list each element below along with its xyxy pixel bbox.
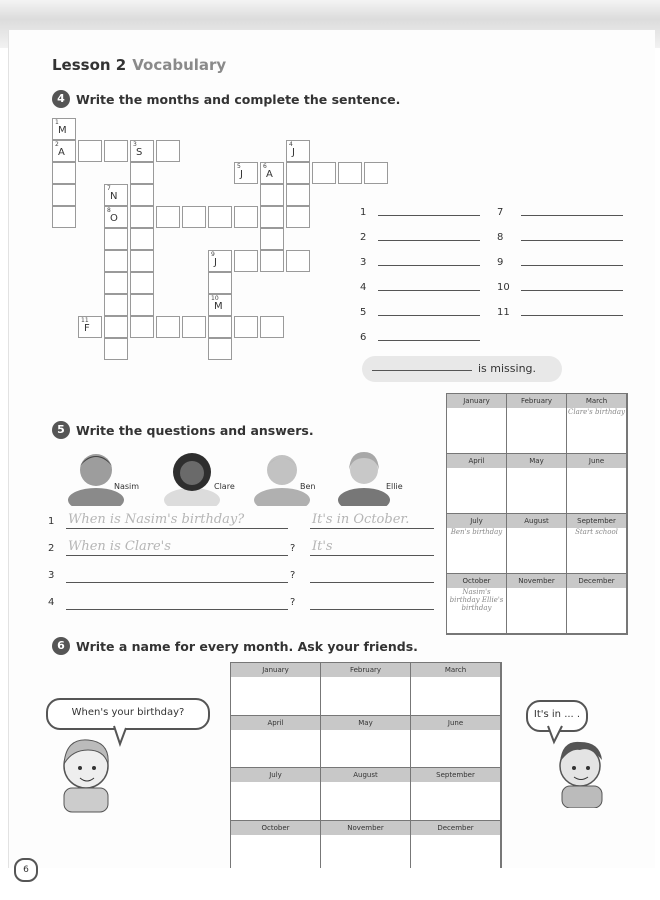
calendar-month-header: May <box>507 454 567 468</box>
exercise-6-instruction: Write a name for every month. Ask your friends. <box>76 638 418 654</box>
calendar-month-header: September <box>411 768 501 782</box>
crossword-clue-number: 4 <box>289 141 293 148</box>
calendar-month-header: March <box>567 394 627 408</box>
crossword-cell[interactable] <box>208 294 232 316</box>
crossword-cell[interactable] <box>234 162 258 184</box>
lesson-subtitle: Vocabulary <box>132 56 227 74</box>
crossword-letter: A <box>266 169 273 180</box>
crossword-cell[interactable] <box>52 184 76 206</box>
answer-trace-text: It's in October. <box>312 512 410 527</box>
calendar-month-header: February <box>321 663 411 677</box>
crossword-cell[interactable] <box>260 316 284 338</box>
calendar-month-header: August <box>321 768 411 782</box>
crossword-cell[interactable] <box>234 250 258 272</box>
answer-number: 1 <box>360 207 367 218</box>
answer-write-line[interactable] <box>378 265 480 266</box>
nasim-photo <box>66 444 126 506</box>
kid-name-clare: Clare <box>214 482 235 491</box>
answer-write-line[interactable] <box>521 240 623 241</box>
crossword-cell[interactable] <box>286 250 310 272</box>
crossword-letter: F <box>84 323 90 334</box>
calendar-month-cell[interactable] <box>321 677 411 716</box>
calendar-month-header: July <box>447 514 507 528</box>
crossword-clue-number: 2 <box>55 141 59 148</box>
crossword-cell[interactable] <box>182 316 206 338</box>
calendar-month-cell[interactable] <box>567 468 627 514</box>
crossword-cell[interactable] <box>52 140 76 162</box>
answer-line-row <box>497 257 503 268</box>
answer-write-line[interactable] <box>521 290 623 291</box>
crossword-cell[interactable] <box>234 316 258 338</box>
exercise-4-heading <box>52 90 400 108</box>
calendar-month-cell[interactable] <box>231 782 321 821</box>
crossword-letter: J <box>240 169 243 180</box>
question-write-line[interactable] <box>66 609 288 610</box>
answer-trace-text: It's <box>312 539 333 554</box>
answer-line-row <box>497 232 503 243</box>
answer-number: 4 <box>360 282 367 293</box>
crossword-cell[interactable] <box>260 184 284 206</box>
speech-bubble-right-text: It's in ... . <box>533 709 581 720</box>
calendar-month-header: March <box>411 663 501 677</box>
friends-birthday-calendar <box>230 662 502 874</box>
answer-line-row <box>360 307 366 318</box>
boy-cartoon-icon <box>540 724 624 808</box>
answer-write-line[interactable] <box>378 340 480 341</box>
ellie-photo <box>334 444 394 506</box>
answer-write-line[interactable] <box>310 609 434 610</box>
answer-write-line[interactable] <box>521 215 623 216</box>
crossword-clue-number: 10 <box>211 295 219 302</box>
crossword-cell[interactable] <box>208 316 232 338</box>
calendar-month-cell[interactable] <box>231 677 321 716</box>
calendar-month-cell[interactable] <box>411 677 501 716</box>
crossword-letter: M <box>214 301 223 312</box>
question-mark: ? <box>290 597 296 608</box>
crossword-letter: J <box>292 147 295 158</box>
crossword-clue-number: 5 <box>237 163 241 170</box>
crossword-cell[interactable] <box>130 184 154 206</box>
crossword-cell[interactable] <box>286 140 310 162</box>
crossword-cell[interactable] <box>208 272 232 294</box>
crossword-clue-number: 11 <box>81 317 89 324</box>
question-trace-text: When is Clare's <box>68 539 171 554</box>
answer-write-line[interactable] <box>378 215 480 216</box>
crossword-letter: A <box>58 147 65 158</box>
crossword-cell[interactable] <box>104 316 128 338</box>
question-number: 1 <box>48 516 55 527</box>
calendar-month-cell[interactable] <box>447 468 507 514</box>
crossword-cell[interactable] <box>286 162 310 184</box>
missing-month-answer-line[interactable] <box>372 370 472 371</box>
question-trace-text: When is Nasim's birthday? <box>68 512 245 527</box>
calendar-month-header: October <box>231 821 321 835</box>
answer-line-row <box>360 332 366 343</box>
answer-write-line[interactable] <box>310 582 434 583</box>
crossword-cell[interactable] <box>104 140 128 162</box>
crossword-letter: S <box>136 147 143 158</box>
crossword-cell[interactable] <box>104 228 128 250</box>
crossword-letter: J <box>214 257 217 268</box>
calendar-month-header: November <box>321 821 411 835</box>
crossword-cell[interactable] <box>104 250 128 272</box>
crossword-clue-number: 3 <box>133 141 137 148</box>
crossword-cell[interactable] <box>130 316 154 338</box>
page-number: 6 <box>14 858 38 882</box>
calendar-month-cell[interactable]: Clare's birthday <box>567 408 627 454</box>
crossword-cell[interactable] <box>52 206 76 228</box>
question-number: 2 <box>48 543 55 554</box>
crossword-cell[interactable] <box>130 140 154 162</box>
crossword-cell[interactable] <box>260 228 284 250</box>
calendar-month-cell[interactable] <box>231 730 321 769</box>
missing-month-sentence <box>362 356 562 382</box>
kid-name-ben: Ben <box>300 482 316 491</box>
calendar-month-cell[interactable] <box>321 782 411 821</box>
crossword-cell[interactable] <box>130 250 154 272</box>
calendar-month-header: January <box>447 394 507 408</box>
crossword-cell[interactable] <box>260 206 284 228</box>
exercise-5-number-badge: 5 <box>52 421 70 439</box>
calendar-month-header: April <box>231 716 321 730</box>
calendar-month-header: February <box>507 394 567 408</box>
answer-write-line[interactable] <box>521 265 623 266</box>
answer-number: 5 <box>360 307 367 318</box>
answer-line-row <box>360 257 366 268</box>
scan-bottom-margin <box>0 868 660 900</box>
calendar-month-header: October <box>447 574 507 588</box>
answer-number: 2 <box>360 232 367 243</box>
girl-cartoon-icon <box>40 724 140 814</box>
crossword-cell[interactable] <box>338 162 362 184</box>
answer-write-line[interactable] <box>310 555 434 556</box>
crossword-clue-number: 6 <box>263 163 267 170</box>
crossword-cell[interactable] <box>286 206 310 228</box>
calendar-month-cell[interactable] <box>447 408 507 454</box>
calendar-month-cell[interactable] <box>567 588 627 634</box>
crossword-cell[interactable] <box>156 316 180 338</box>
crossword-cell[interactable] <box>130 272 154 294</box>
crossword-cell[interactable] <box>208 206 232 228</box>
birthday-calendar-1 <box>446 393 628 635</box>
answer-write-line[interactable] <box>310 528 434 529</box>
question-mark: ? <box>290 543 296 554</box>
answer-line-row <box>497 207 503 218</box>
crossword-cell[interactable] <box>260 250 284 272</box>
calendar-month-header: April <box>447 454 507 468</box>
crossword-clue-number: 9 <box>211 251 215 258</box>
crossword-cell[interactable] <box>286 184 310 206</box>
question-write-line[interactable] <box>66 528 288 529</box>
calendar-month-header: December <box>411 821 501 835</box>
exercise-6-heading <box>52 637 418 655</box>
crossword-cell[interactable] <box>208 250 232 272</box>
crossword-cell[interactable] <box>234 206 258 228</box>
crossword-cell[interactable] <box>156 206 180 228</box>
calendar-month-cell[interactable]: Nasim's birthday Ellie's birthday <box>447 588 507 634</box>
crossword-clue-number: 8 <box>107 207 111 214</box>
crossword-letter: N <box>110 191 118 202</box>
crossword-cell[interactable] <box>312 162 336 184</box>
crossword-letter: O <box>110 213 118 224</box>
calendar-month-header: June <box>411 716 501 730</box>
crossword-cell[interactable] <box>104 206 128 228</box>
crossword-letter: M <box>58 125 67 136</box>
calendar-month-header: August <box>507 514 567 528</box>
crossword-cell[interactable] <box>130 294 154 316</box>
calendar-month-header: May <box>321 716 411 730</box>
crossword-cell[interactable] <box>260 162 284 184</box>
question-number: 4 <box>48 597 55 608</box>
answer-line-row <box>497 282 510 293</box>
lesson-heading <box>52 56 226 74</box>
question-number: 3 <box>48 570 55 581</box>
crossword-clue-number: 7 <box>107 185 111 192</box>
answer-line-row <box>360 282 366 293</box>
exercise-4-instruction: Write the months and complete the sentence. <box>76 91 401 107</box>
answer-line-row <box>360 232 366 243</box>
crossword-cell[interactable] <box>104 338 128 360</box>
calendar-month-cell[interactable] <box>411 730 501 769</box>
crossword-cell[interactable] <box>156 140 180 162</box>
lesson-number: Lesson 2 <box>52 56 127 74</box>
answer-number: 10 <box>497 282 510 293</box>
crossword-cell[interactable] <box>104 184 128 206</box>
crossword-clue-number: 1 <box>55 119 59 126</box>
answer-line-row <box>497 307 510 318</box>
crossword-cell[interactable] <box>104 294 128 316</box>
crossword-cell[interactable] <box>78 316 102 338</box>
exercise-4-number-badge: 4 <box>52 90 70 108</box>
speech-bubble-left-text: When's your birthday? <box>71 707 185 718</box>
exercise-5-heading <box>52 421 314 439</box>
calendar-month-cell[interactable] <box>411 782 501 821</box>
answer-line-row <box>360 207 366 218</box>
calendar-month-header: November <box>507 574 567 588</box>
kid-name-ellie: Ellie <box>386 482 403 491</box>
calendar-month-cell[interactable] <box>321 730 411 769</box>
calendar-month-cell[interactable]: Start school <box>567 528 627 574</box>
answer-number: 7 <box>497 207 504 218</box>
calendar-month-header: January <box>231 663 321 677</box>
question-mark: ? <box>290 570 296 581</box>
calendar-month-cell[interactable] <box>507 588 567 634</box>
exercise-6-number-badge: 6 <box>52 637 70 655</box>
crossword-cell[interactable] <box>52 162 76 184</box>
answer-number: 6 <box>360 332 367 343</box>
answer-write-line[interactable] <box>521 315 623 316</box>
calendar-month-header: June <box>567 454 627 468</box>
answer-write-line[interactable] <box>378 240 480 241</box>
kid-name-nasim: Nasim <box>114 482 140 491</box>
question-write-line[interactable] <box>66 555 288 556</box>
crossword-cell[interactable] <box>130 228 154 250</box>
answer-write-line[interactable] <box>378 315 480 316</box>
crossword-cell[interactable] <box>130 162 154 184</box>
calendar-month-header: July <box>231 768 321 782</box>
exercise-5-instruction: Write the questions and answers. <box>76 422 314 438</box>
calendar-month-header: December <box>567 574 627 588</box>
calendar-month-cell[interactable]: Ben's birthday <box>447 528 507 574</box>
calendar-month-cell[interactable] <box>507 528 567 574</box>
crossword-cell[interactable] <box>104 272 128 294</box>
sentence-ending: is missing. <box>478 362 537 375</box>
crossword-cell[interactable] <box>208 338 232 360</box>
clare-photo <box>162 444 222 506</box>
answer-number: 11 <box>497 307 510 318</box>
calendar-month-cell[interactable] <box>507 468 567 514</box>
crossword-cell[interactable] <box>182 206 206 228</box>
calendar-month-header: September <box>567 514 627 528</box>
calendar-month-cell[interactable] <box>507 408 567 454</box>
crossword-cell[interactable] <box>130 206 154 228</box>
crossword-cell[interactable] <box>364 162 388 184</box>
question-write-line[interactable] <box>66 582 288 583</box>
ben-photo <box>252 444 312 506</box>
crossword-cell[interactable] <box>52 118 76 140</box>
answer-number: 9 <box>497 257 504 268</box>
answer-write-line[interactable] <box>378 290 480 291</box>
crossword-cell[interactable] <box>78 140 102 162</box>
answer-number: 3 <box>360 257 367 268</box>
answer-number: 8 <box>497 232 504 243</box>
